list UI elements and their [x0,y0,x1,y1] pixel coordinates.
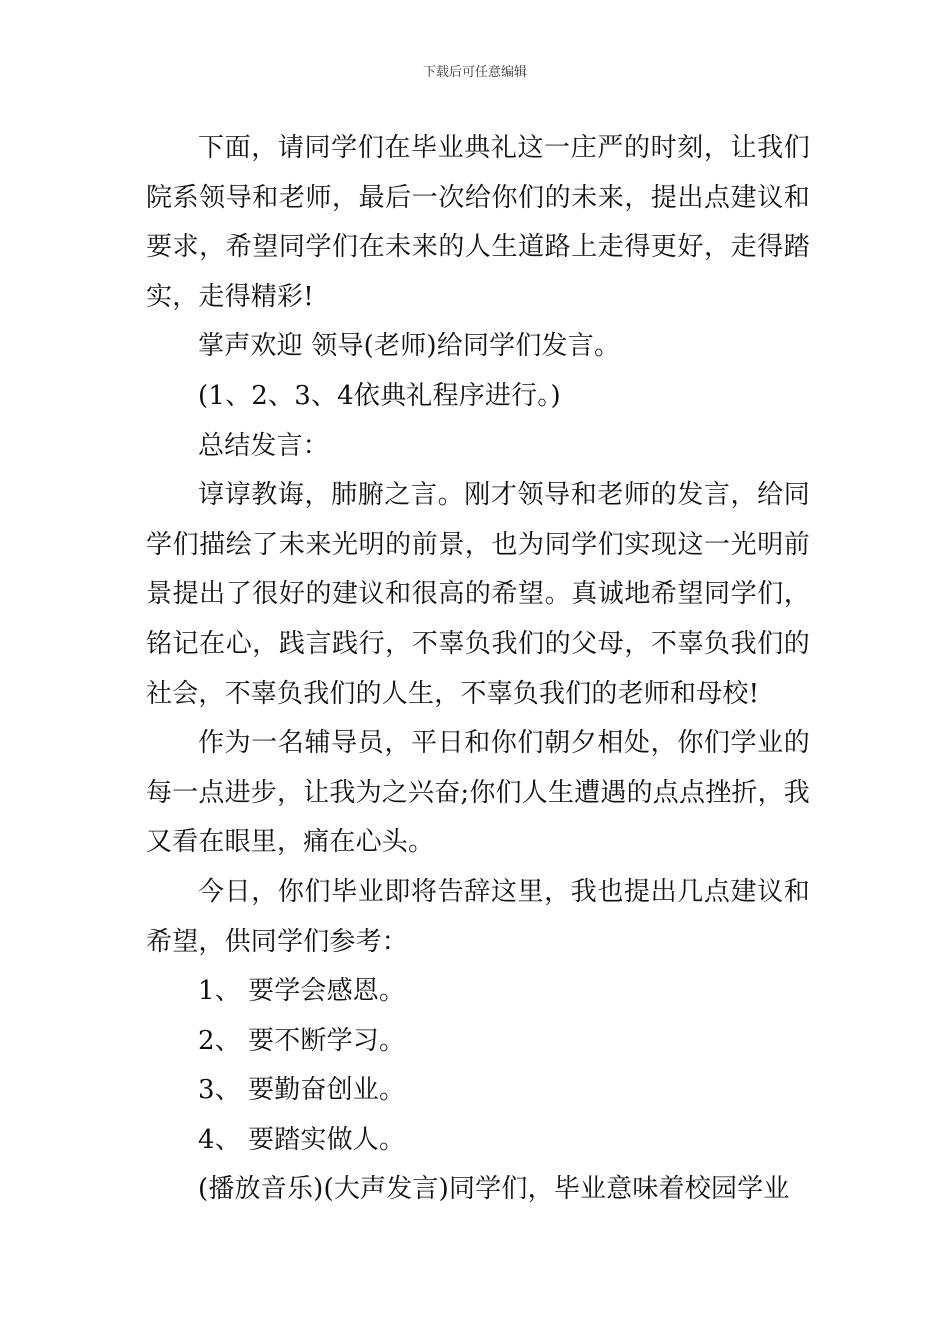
paragraph-closing: (播放音乐)(大声发言)同学们，毕业意味着校园学业 [198,1174,790,1205]
list-item [146,1116,810,1166]
paragraph-program-note: (1、2、3、4依典礼程序进行。) [198,380,561,411]
paragraph-summary: 谆谆教诲，肺腑之言。刚才领导和老师的发言，给同学们描绘了未来光明的前景，也为同学们实现这一光明前景提出了很好的建议和很高的希望。真诚地希望同学们，铭记在心，践言践行，不辜负我们的父母，不辜负我们的社会，不辜负我们的人生，不辜负我们的老师和母校! [146,480,810,709]
document-body [146,124,810,1215]
list-text: 要不断学习。 [248,1025,406,1056]
paragraph-applause: 掌声欢迎 领导(老师)给同学们发言。 [198,331,621,362]
list-text: 要勤奋创业。 [248,1075,406,1106]
paragraph-suggestions-intro: 今日，你们毕业即将告辞这里，我也提出几点建议和希望，供同学们参考： [146,876,810,957]
paragraph-counselor: 作为一名辅导员，平日和你们朝夕相处，你们学业的每一点进步，让我为之兴奋;你们人生遭遇的点点挫折，我又看在眼里，痛在心头。 [146,728,810,858]
list-text: 要学会感恩。 [248,976,406,1007]
paragraph-summary-heading: 总结发言： [198,430,330,461]
paragraph-closing-remarks: 下面，请同学们在毕业典礼这一庄严的时刻，让我们院系领导和老师，最后一次给你们的未来，提出点建议和要求，希望同学们在未来的人生道路上走得更好，走得踏实，走得精彩! [146,133,810,312]
list-number: 3、 [198,1075,241,1106]
list-number: 4、 [198,1124,241,1155]
list-item [146,1017,810,1067]
list-number: 1、 [198,976,241,1007]
list-item [146,1066,810,1116]
list-text: 要踏实做人。 [248,1124,406,1155]
page-header: 下载后可任意编辑 [422,65,527,80]
list-number: 2、 [198,1025,241,1056]
list-item [146,967,810,1017]
